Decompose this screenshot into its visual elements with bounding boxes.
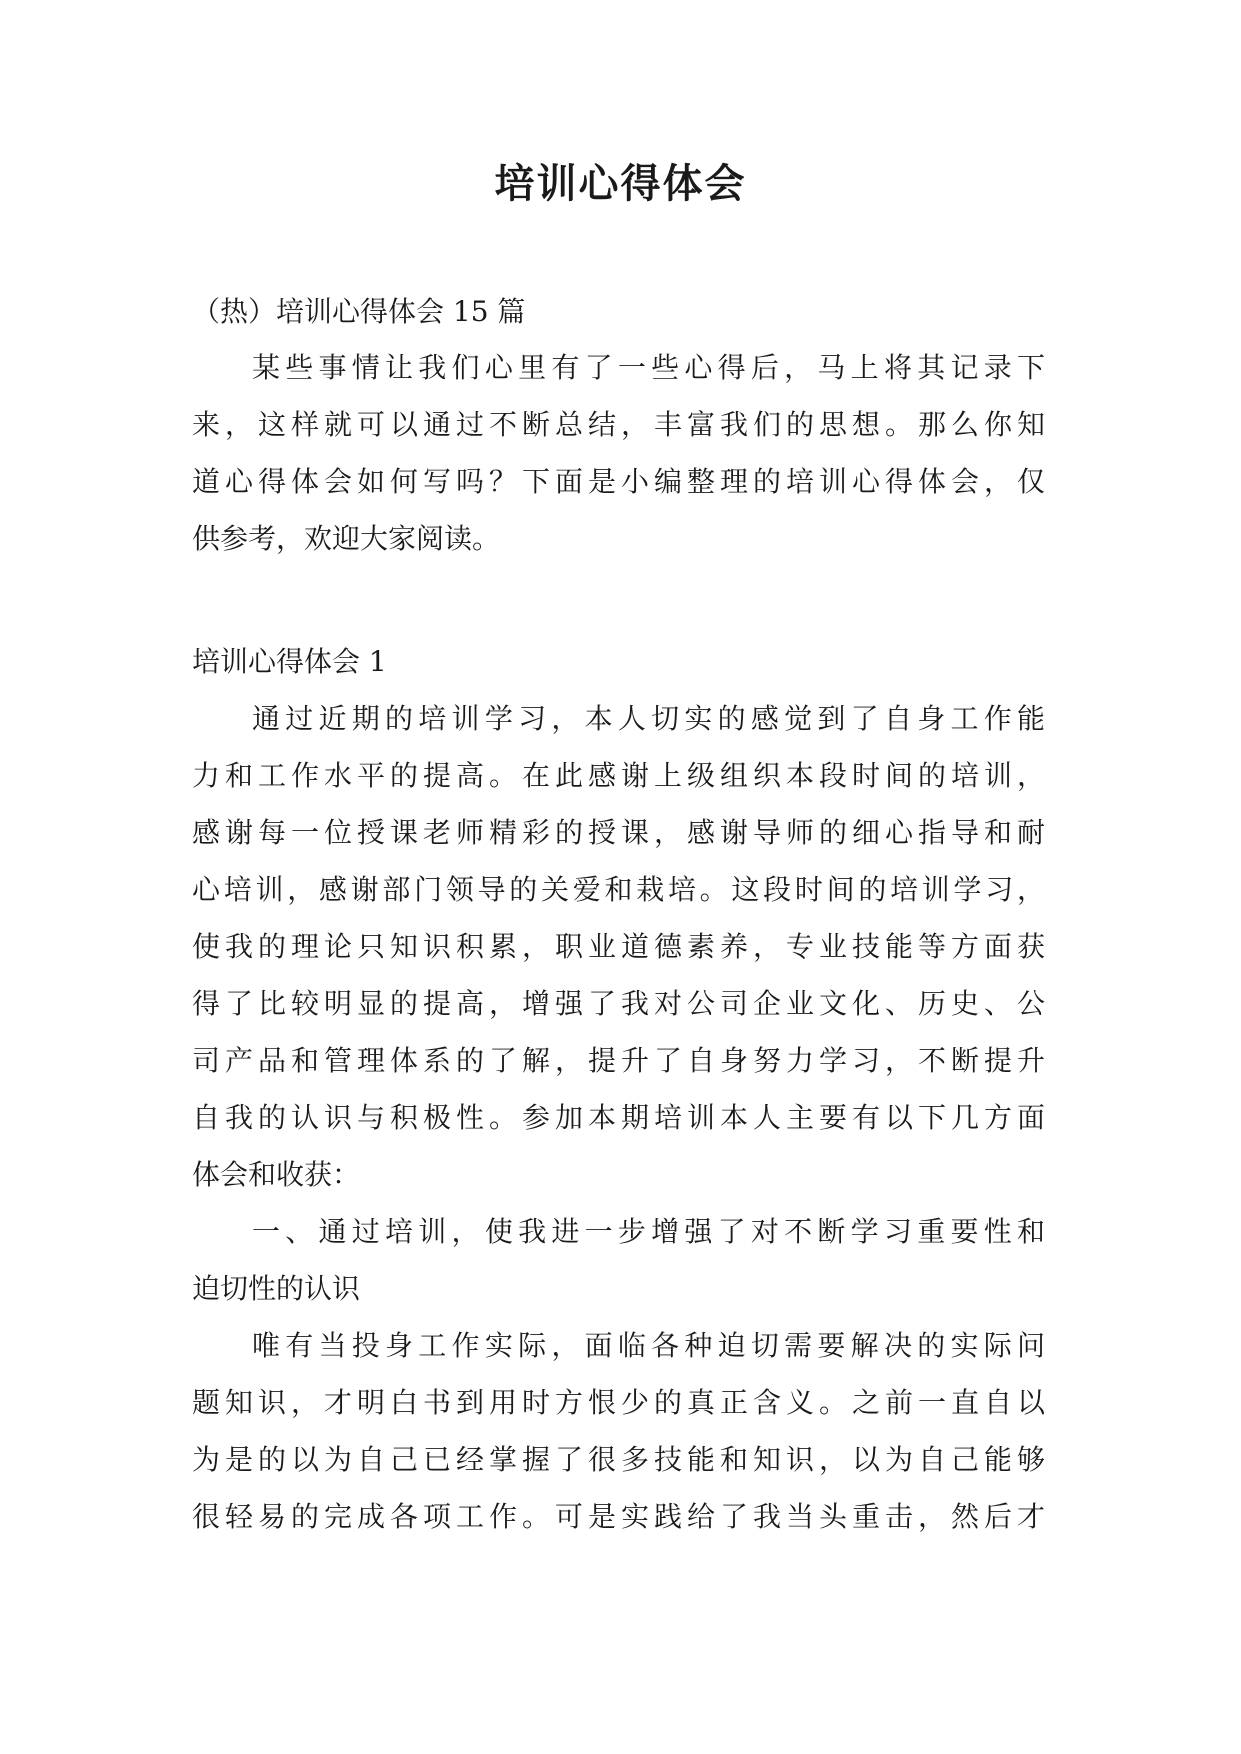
paragraph-line: 一、通过培训，使我进一步增强了对不断学习重要性和 (252, 1215, 1045, 1248)
paragraph-line: 唯有当投身工作实际，面临各种迫切需要解决的实际问 (252, 1329, 1045, 1362)
paragraph-line: 心培训，感谢部门领导的关爱和栽培。这段时间的培训学习， (192, 873, 1045, 906)
paragraph-line: 为是的以为自己已经掌握了很多技能和知识，以为自己能够 (192, 1443, 1045, 1476)
paragraph-line: 得了比较明显的提高，增强了我对公司企业文化、历史、公 (192, 987, 1045, 1020)
paragraph-line: 体会和收获： (192, 1158, 361, 1191)
paragraph-line: 很轻易的完成各项工作。可是实践给了我当头重击，然后才 (192, 1500, 1045, 1533)
paragraph-line: 迫切性的认识 (192, 1272, 361, 1305)
paragraph-line: 某些事情让我们心里有了一些心得后，马上将其记录下 (252, 351, 1045, 384)
paragraph-line: 感谢每一位授课老师精彩的授课，感谢导师的细心指导和耐 (192, 816, 1045, 849)
paragraph-line: 题知识，才明白书到用时方恨少的真正含义。之前一直自以 (192, 1386, 1045, 1419)
subtitle-line: （热）培训心得体会 15 篇 (192, 295, 526, 328)
paragraph-line: 力和工作水平的提高。在此感谢上级组织本段时间的培训， (192, 759, 1045, 792)
paragraph-line: 使我的理论只知识积累，职业道德素养，专业技能等方面获 (192, 930, 1045, 963)
document-title: 培训心得体会 (494, 160, 747, 207)
paragraph-line: 道心得体会如何写吗？下面是小编整理的培训心得体会，仅 (192, 465, 1045, 498)
paragraph-line: 通过近期的培训学习，本人切实的感觉到了自身工作能 (252, 702, 1045, 735)
section-heading: 培训心得体会 1 (192, 645, 387, 678)
paragraph-line: 自我的认识与积极性。参加本期培训本人主要有以下几方面 (192, 1101, 1045, 1134)
paragraph-line: 来，这样就可以通过不断总结，丰富我们的思想。那么你知 (192, 408, 1045, 441)
paragraph-line: 供参考，欢迎大家阅读。 (192, 522, 501, 555)
paragraph-line: 司产品和管理体系的了解，提升了自身努力学习，不断提升 (192, 1044, 1045, 1077)
